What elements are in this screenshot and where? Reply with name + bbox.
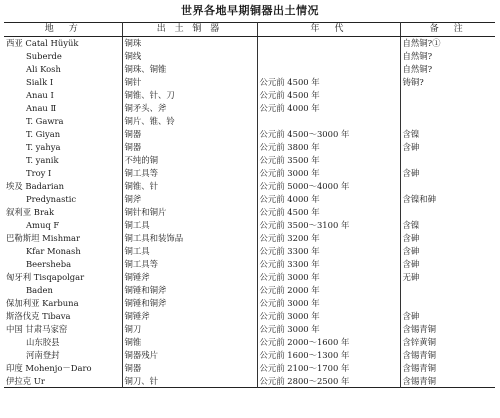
cell-artifact: 铜针: [122, 76, 257, 89]
cell-artifact: 铜锥、针、刀: [122, 89, 257, 102]
cell-date: 公元前 3200 年: [257, 232, 400, 245]
cell-date: 公元前 4500 年: [257, 89, 400, 102]
cell-note: 含镍: [400, 128, 495, 141]
cell-artifact: 铜工具和装饰品: [122, 232, 257, 245]
page-title: 世界各地早期铜器出土情况: [181, 4, 319, 17]
cell-note: 含镍: [400, 219, 495, 232]
cell-date: [257, 115, 400, 128]
table-row: [4, 362, 495, 375]
cell-note: [400, 89, 495, 102]
cell-note: 自然铜?: [400, 50, 495, 63]
cell-place: Ali Kosh: [26, 63, 61, 74]
cell-note: 含锡青铜: [400, 323, 495, 336]
cell-date: 公元前 5000～4000 年: [257, 180, 400, 193]
cell-date: 公元前 4500 年: [257, 76, 400, 89]
cell-place: Sialk Ⅰ: [26, 76, 54, 87]
header-date: 年 代: [257, 23, 400, 37]
cell-note: 含锌黄铜: [400, 336, 495, 349]
cell-note: [400, 180, 495, 193]
cell-note: [400, 206, 495, 219]
cell-artifact: 铜器: [122, 141, 257, 154]
cell-place: 河南登封: [26, 349, 60, 360]
cell-note: 含砷: [400, 258, 495, 271]
cell-note: 自然铜?: [400, 63, 495, 76]
table-row: [4, 349, 495, 362]
cell-date: 公元前 2000 年: [257, 284, 400, 297]
cell-date: 公元前 3000 年: [257, 297, 400, 310]
cell-date: [257, 50, 400, 63]
cell-place: 埃及 Badarian: [6, 180, 64, 191]
cell-place: 山东胶县: [26, 336, 60, 347]
table-row: [4, 180, 495, 193]
cell-artifact: 铜刀、针: [122, 375, 257, 388]
cell-date: 公元前 4500 年: [257, 206, 400, 219]
table-row: [4, 89, 495, 102]
cell-place: 印度 Mohenjo－Daro: [6, 362, 92, 373]
table-row: [4, 375, 495, 388]
cell-note: [400, 154, 495, 167]
cell-artifact: 铜锥、针: [122, 180, 257, 193]
header-place: 地 方: [4, 23, 122, 37]
table-row: [4, 206, 495, 219]
header-artifact: 出 土 铜 器: [122, 23, 257, 37]
table-row: [4, 141, 495, 154]
cell-artifact: 铜珠、铜锥: [122, 63, 257, 76]
cell-note: 含锡青铜: [400, 349, 495, 362]
cell-place: 巴勒斯坦 Mishmar: [6, 232, 81, 243]
cell-note: [400, 102, 495, 115]
cell-place: Baden: [26, 284, 53, 295]
cell-place: 中国 甘肃马家窑: [6, 323, 68, 334]
cell-artifact: 铜工具等: [122, 167, 257, 180]
cell-note: 含镍和砷: [400, 193, 495, 206]
table-row: [4, 245, 495, 258]
cell-artifact: 铜器: [122, 362, 257, 375]
table-row: [4, 50, 495, 63]
cell-artifact: 铜锥: [122, 336, 257, 349]
cell-date: 公元前 3300 年: [257, 258, 400, 271]
cell-note: 含锡青铜: [400, 362, 495, 375]
cell-artifact: 铜器残片: [122, 349, 257, 362]
copper-artifacts-table: [4, 22, 495, 388]
cell-artifact: 铜斧: [122, 193, 257, 206]
cell-date: 公元前 3300 年: [257, 245, 400, 258]
cell-place: Predynastic: [26, 193, 77, 204]
cell-place: Troy Ⅰ: [26, 167, 52, 178]
cell-date: 公元前 3000 年: [257, 323, 400, 336]
table-body: [4, 37, 495, 388]
cell-note: 铸铜?: [400, 76, 495, 89]
table-row: [4, 76, 495, 89]
cell-note: [400, 284, 495, 297]
cell-place: 斯洛伐克 Tibava: [6, 310, 71, 321]
cell-place: 叙利亚 Brak: [6, 206, 55, 217]
cell-artifact: 铜珠: [122, 37, 257, 50]
cell-date: 公元前 3800 年: [257, 141, 400, 154]
cell-note: [400, 115, 495, 128]
cell-place: T. yanik: [26, 154, 59, 165]
cell-note: 含砷: [400, 141, 495, 154]
cell-artifact: 铜工具: [122, 219, 257, 232]
cell-date: [257, 37, 400, 50]
table-row: [4, 232, 495, 245]
table-row: [4, 271, 495, 284]
cell-place: Amuq F: [26, 219, 60, 230]
cell-date: 公元前 3000 年: [257, 271, 400, 284]
cell-note: 含锡青铜: [400, 375, 495, 388]
table-row: [4, 154, 495, 167]
cell-place: 西亚 Catal Hüyük: [6, 38, 79, 49]
cell-place: Anau Ⅰ: [26, 89, 54, 100]
cell-artifact: 铜刀: [122, 323, 257, 336]
cell-place: T. Gawra: [26, 115, 64, 126]
cell-date: 公元前 3000 年: [257, 167, 400, 180]
table-row: [4, 63, 495, 76]
cell-date: 公元前 3500 年: [257, 154, 400, 167]
cell-place: Beersheba: [26, 258, 72, 269]
table-row: [4, 193, 495, 206]
cell-artifact: 铜矛头、斧: [122, 102, 257, 115]
cell-note: 含砷: [400, 245, 495, 258]
cell-date: 公元前 4000 年: [257, 193, 400, 206]
cell-date: 公元前 4000 年: [257, 102, 400, 115]
cell-place: 伊拉克 Ur: [6, 375, 45, 386]
cell-note: 自然铜?①: [400, 37, 495, 50]
cell-artifact: 铜片、锥、铃: [122, 115, 257, 128]
cell-date: 公元前 3000 年: [257, 310, 400, 323]
cell-date: 公元前 1600～1300 年: [257, 349, 400, 362]
cell-place: 匈牙利 Tisqapolgar: [6, 271, 85, 282]
cell-artifact: 铜锤和铜斧: [122, 284, 257, 297]
table-header-row: [4, 23, 495, 37]
cell-date: 公元前 2000～1600 年: [257, 336, 400, 349]
cell-artifact: 铜针和铜片: [122, 206, 257, 219]
table-row: [4, 336, 495, 349]
cell-artifact: 铜锤和铜斧: [122, 297, 257, 310]
cell-place: 保加利亚 Karbuna: [6, 297, 79, 308]
cell-artifact: 铜器: [122, 128, 257, 141]
cell-note: [400, 297, 495, 310]
cell-date: [257, 63, 400, 76]
cell-place: Suberde: [26, 50, 62, 61]
table-row: [4, 115, 495, 128]
cell-artifact: 铜锤斧: [122, 271, 257, 284]
cell-date: 公元前 2100～1700 年: [257, 362, 400, 375]
cell-date: 公元前 3500～3100 年: [257, 219, 400, 232]
cell-note: 无砷: [400, 271, 495, 284]
table-row: [4, 167, 495, 180]
table-row: [4, 323, 495, 336]
cell-note: 含砷: [400, 232, 495, 245]
table-row: [4, 284, 495, 297]
cell-date: 公元前 4500～3000 年: [257, 128, 400, 141]
cell-note: 含砷: [400, 167, 495, 180]
table-row: [4, 102, 495, 115]
cell-artifact: 铜工具: [122, 245, 257, 258]
cell-place: Anau Ⅱ: [26, 102, 57, 113]
table-row: [4, 219, 495, 232]
cell-place: T. yahya: [26, 141, 61, 152]
table-row: [4, 37, 495, 50]
cell-place: Kfar Monash: [26, 245, 81, 256]
cell-note: 含砷: [400, 310, 495, 323]
cell-artifact: 铜线: [122, 50, 257, 63]
table-row: [4, 310, 495, 323]
table-row: [4, 297, 495, 310]
cell-date: 公元前 2800～2500 年: [257, 375, 400, 388]
cell-artifact: 铜工具等: [122, 258, 257, 271]
table-row: [4, 128, 495, 141]
cell-artifact: 铜锤斧: [122, 310, 257, 323]
cell-place: T. Giyan: [26, 128, 61, 139]
header-note: 备 注: [400, 23, 495, 37]
cell-artifact: 不纯的铜: [122, 154, 257, 167]
table-row: [4, 258, 495, 271]
